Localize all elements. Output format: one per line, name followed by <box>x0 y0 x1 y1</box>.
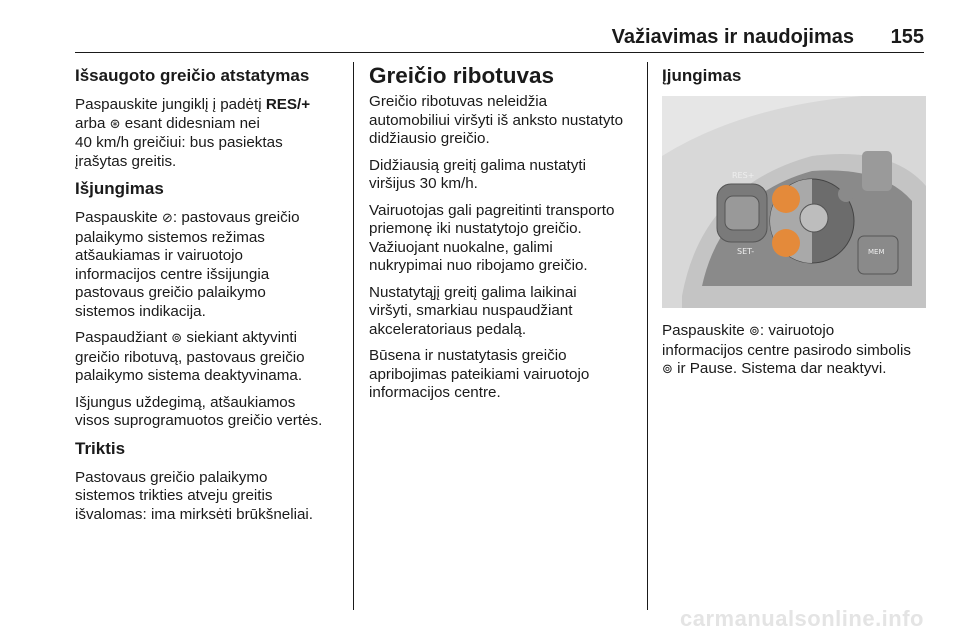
text: Važiuojant nuokalne, galimi <box>369 238 553 256</box>
text: didžiausio greičio. <box>369 130 490 147</box>
text: : vairuotojo <box>759 322 835 339</box>
speed-limiter-icon: ⊚ <box>662 362 673 377</box>
text: pastovaus greičio palaikymo <box>75 284 266 301</box>
text: priemonę iki nustatytojo greičio. <box>369 220 582 237</box>
text: įrašytas greitis. <box>75 152 177 170</box>
text: išvalomas: ima mirksėti brūkšneliai. <box>75 505 314 523</box>
column-left <box>75 62 345 532</box>
watermark: carmanualsonline.info <box>680 606 924 631</box>
speed-limiter-icon: ⊚ <box>748 324 760 339</box>
text: Didžiausią greitį galima nustatyti <box>369 156 586 174</box>
text: atšaukiamas ir vairuotojo <box>75 247 243 264</box>
cruise-cancel-icon: ⊘ <box>161 211 173 226</box>
paragraph <box>662 322 926 380</box>
section-title: Važiavimas ir naudojimas <box>611 26 854 48</box>
paragraph <box>369 284 635 340</box>
heading-off: Išjungimas <box>75 179 164 198</box>
paragraph <box>369 157 635 194</box>
text: Būsena ir nustatytasis greičio <box>369 347 567 364</box>
text: siekiant aktyvinti <box>186 329 297 346</box>
res-label: RES/+ <box>265 96 311 113</box>
text: Išjungus uždegimą, atšaukiamos <box>75 393 296 411</box>
column-divider <box>647 62 648 610</box>
paragraph <box>369 347 635 403</box>
text: informacijos centre pasirodo simbolis <box>662 341 912 359</box>
text: palaikymo sistema deaktyvinama. <box>75 367 303 384</box>
text: Paspaudžiant <box>75 329 168 346</box>
text: nukrypimai nuo ribojamo greičio. <box>369 257 588 274</box>
text: esant didesniam nei <box>124 114 260 132</box>
speed-limiter-icon: ⊚ <box>171 331 183 346</box>
text: akceleratoriaus pedalą. <box>369 320 527 338</box>
text: sistemos indikacija. <box>75 302 206 320</box>
heading-activation: Įjungimas <box>662 66 742 85</box>
text: informacijos centre išsijungia <box>75 265 270 283</box>
paragraph <box>75 469 345 525</box>
steering-wheel-figure <box>662 96 926 308</box>
text: viršijus 30 km/h. <box>369 175 478 192</box>
set-minus-label: SET- <box>737 247 755 256</box>
text: palaikymo sistemos režimas <box>75 228 265 246</box>
paragraph <box>369 93 635 149</box>
paragraph <box>75 96 345 171</box>
page-header <box>75 22 924 53</box>
paragraph <box>369 202 635 276</box>
text: 40 km/h greičiui: bus pasiektas <box>75 134 283 151</box>
text: Pastovaus greičio palaikymo <box>75 468 268 486</box>
text: visos suprogramuotos greičio vertės. <box>75 412 323 429</box>
text: greičio ribotuvą, pastovaus greičio <box>75 348 305 366</box>
heading-speed-limiter: Greičio ribotuvas <box>369 63 555 88</box>
column-middle <box>369 62 635 411</box>
column-right <box>662 62 926 388</box>
heading-fault: Triktis <box>75 438 126 458</box>
text: Paspauskite jungiklį į padėtį <box>75 96 262 113</box>
paragraph <box>75 329 345 386</box>
text: arba <box>75 114 106 132</box>
text: Nustatytąjį greitį galima laikinai <box>369 283 577 301</box>
column-divider <box>353 62 354 610</box>
text: Greičio ribotuvas neleidžia <box>369 93 548 110</box>
text: : pastovaus greičio <box>172 209 300 226</box>
text: Vairuotojas gali pagreitinti transporto <box>369 201 615 219</box>
page-number: 155 <box>890 26 924 48</box>
text: informacijos centre. <box>369 384 501 401</box>
paragraph <box>75 394 345 431</box>
paragraph <box>75 209 345 321</box>
text: Paspauskite <box>75 209 158 226</box>
text: sistemos trikties atveju greitis <box>75 487 273 504</box>
text: Paspauskite <box>662 322 745 339</box>
heading-saved-speed: Išsaugoto greičio atstatymas <box>75 66 310 85</box>
text: viršyti, smarkiau nuspaudžiant <box>369 302 573 319</box>
text: apribojimas pateikiami vairuotojo <box>369 365 590 383</box>
mem-label: MEM <box>868 248 885 256</box>
resume-icon: ⊛ <box>109 116 121 132</box>
text: ir Pause. Sistema dar neaktyvi. <box>677 360 887 377</box>
text: automobiliui viršyti iš anksto nustatyto <box>369 111 624 129</box>
res-plus-label: RES+ <box>732 171 755 180</box>
